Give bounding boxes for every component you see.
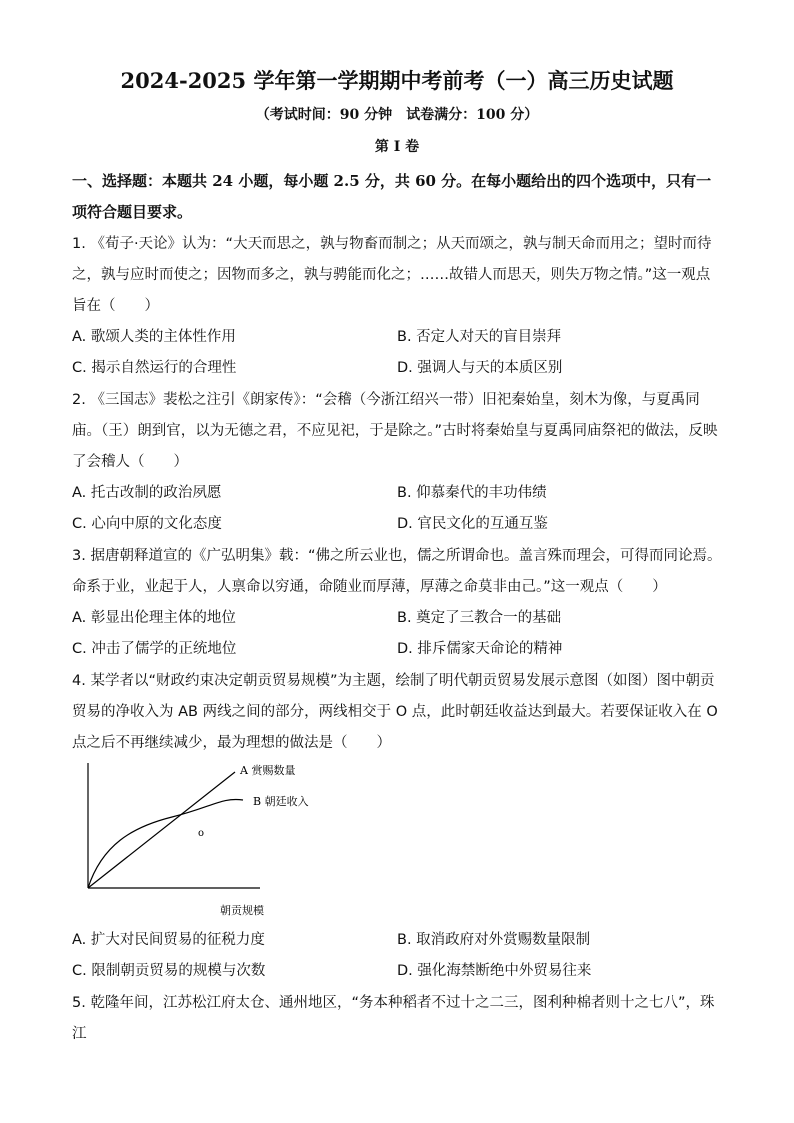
option-d: D. 排斥儒家天命论的精神: [397, 641, 563, 657]
option-a: A. 托古改制的政治夙愿: [72, 485, 222, 501]
x-axis-label: 朝贡规模: [220, 904, 264, 917]
option-c: C. 揭示自然运行的合理性: [72, 360, 237, 376]
option-a: A. 扩大对民间贸易的征税力度: [72, 932, 265, 948]
series-b-label: B 朝廷收入: [253, 795, 309, 808]
question-5-stem: 5. 乾隆年间，江苏松江府太仓、通州地区，“务本种稻者不过十之二三，图利种棉者则十之七八”，珠江: [72, 995, 715, 1042]
option-a: A. 歌颂人类的主体性作用: [72, 329, 236, 345]
series-a-line: [88, 772, 235, 888]
option-d: D. 官民文化的互通互鉴: [397, 516, 548, 532]
series-b-curve: [88, 799, 243, 888]
option-a: A. 彰显出伦理主体的地位: [72, 610, 236, 626]
option-b: B. 仰慕秦代的丰功伟绩: [397, 485, 547, 501]
option-d: D. 强调人与天的本质区别: [397, 360, 563, 376]
option-c: C. 心向中原的文化态度: [72, 516, 222, 532]
option-b: B. 奠定了三教合一的基础: [397, 610, 562, 626]
option-c: C. 冲击了儒学的正统地位: [72, 641, 237, 657]
question-4-stem: 4. 某学者以“财政约束决定朝贡贸易规模”为主题，绘制了明代朝贡贸易发展示意图（如图）图中朝贡贸易的净收入为 AB 两线之间的部分，两线相交于 O 点，此时朝廷收益达到最大。若要保证收入在 O 点之后不再继续减少，最为理想的做法是（ ）: [72, 673, 718, 751]
series-a-label: A 赏赐数量: [240, 764, 296, 777]
section-heading: 一、选择题：本题共 24 小题，每小题 2.5 分，共 60 分。在每小题给出的四个选项中，只有一项符合题目要求。: [72, 172, 712, 221]
question-1-stem: 1. 《荀子·天论》认为：“大天而思之，孰与物畜而制之；从天而颂之，孰与制天命而用之；望时而待之，孰与应时而使之；因物而多之，孰与骋能而化之；……故错人而思天，则失万物之情。”这一观点旨在（ ）: [72, 236, 712, 314]
option-b: B. 否定人对天的盲目崇拜: [397, 329, 562, 345]
volume-label: 第 I 卷: [374, 139, 420, 155]
option-d: D. 强化海禁断绝中外贸易往来: [397, 963, 592, 979]
question-2-stem: 2. 《三国志》裴松之注引《朗家传》：“会稽（今浙江绍兴一带）旧祀秦始皇，刻木为像，与夏禹同庙。（王）朗到官，以为无德之君，不应见祀，于是除之。”古时将秦始皇与夏禹同庙祭祀的做法，反映了会稽人（ ）: [72, 392, 718, 470]
exam-info: （考试时间：90 分钟 试卷满分：100 分）: [255, 107, 539, 123]
question-3-stem: 3. 据唐朝释道宣的《广弘明集》载：“佛之所云业也，儒之所谓命也。盖言殊而理会，可得而同论焉。命系于业，业起于人，人禀命以穷通，命随业而厚薄，厚薄之命莫非由己。”这一观点（ ）: [72, 548, 722, 595]
option-b: B. 取消政府对外赏赐数量限制: [397, 932, 591, 948]
point-o-label: o: [198, 828, 205, 839]
tribute-trade-chart: [72, 755, 342, 920]
page-title: 2024-2025 学年第一学期期中考前考（一）高三历史试题: [120, 68, 674, 93]
option-c: C. 限制朝贡贸易的规模与次数: [72, 963, 266, 979]
